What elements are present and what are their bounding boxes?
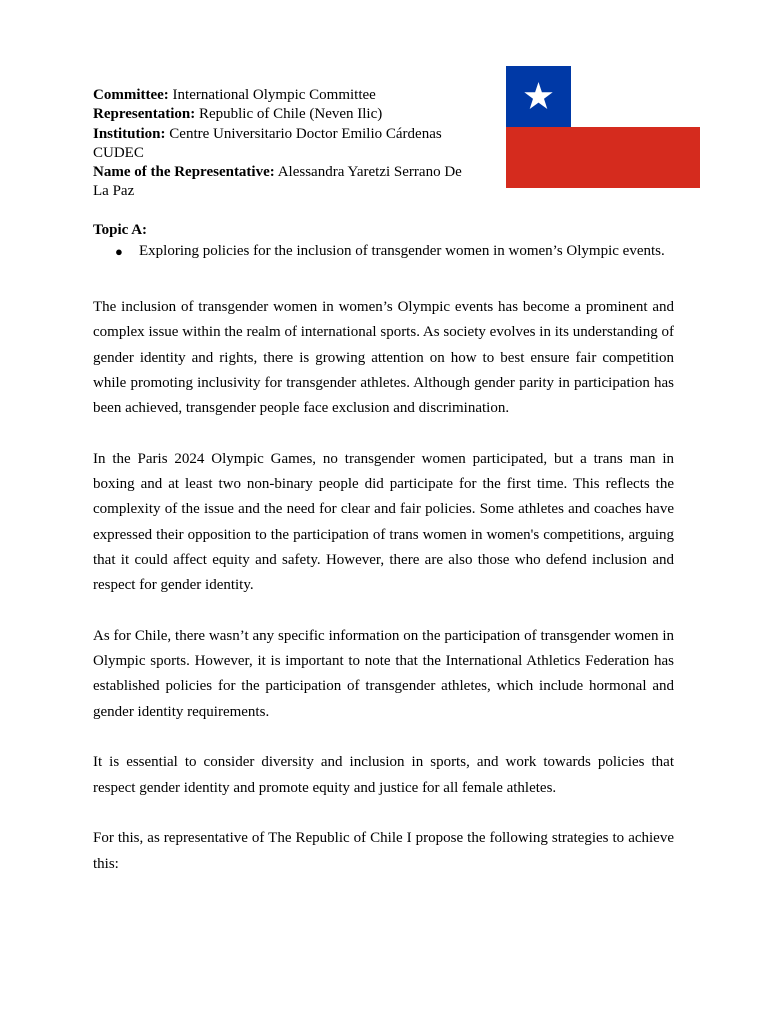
- representation-label: Representation:: [93, 106, 196, 123]
- representative-label: Name of the Representative:: [93, 164, 275, 181]
- paragraph: As for Chile, there wasn’t any specific information on the participation of transgender women in Olympic sports. However, it is important to note that the International Athletics Federation has established policies for the participation of transgender athletes, which include hormonal and gender identity requirements.: [93, 627, 674, 720]
- representative-value: Alessandra Yaretzi Serrano De La Paz: [93, 164, 462, 200]
- institution-label: Institution:: [93, 125, 166, 142]
- paragraph: The inclusion of transgender women in women’s Olympic events has become a prominent and complex issue within the realm of international sports. As society evolves in its understanding of gender identity and rights, there is growing attention on how to best ensure fair competition while promoting inclusivity for transgender athletes. Although gender parity in participation has been achieved, transgender people face exclusion and discrimination.: [93, 299, 674, 417]
- committee-line: [93, 86, 473, 105]
- representative-line: [93, 163, 473, 202]
- representation-line: [93, 105, 473, 124]
- topic-title: Topic A:: [93, 222, 148, 238]
- header-block: [93, 86, 473, 202]
- bullet-dot-icon: ●: [115, 244, 123, 259]
- committee-value: International Olympic Committee: [172, 87, 376, 103]
- paragraph: For this, as representative of The Republic of Chile I propose the following strategies to achieve this:: [93, 830, 674, 872]
- representation-value: Republic of Chile (Neven Ilic): [198, 106, 383, 123]
- chile-flag-image: [506, 66, 700, 188]
- body-text: [93, 295, 674, 902]
- paragraph: It is essential to consider diversity and inclusion in sports, and work towards policies that respect gender identity and promote equity and justice for all female athletes.: [93, 754, 674, 796]
- committee-label: Committee:: [93, 87, 169, 103]
- flag-red-stripe: [506, 127, 700, 188]
- topic-bullet-item: [93, 242, 673, 261]
- topic-bullet-text: Exploring policies for the inclusion of transgender women in women’s Olympic events.: [139, 243, 665, 259]
- institution-value: Centre Universitario Doctor Emilio Cárdenas CUDEC: [93, 125, 442, 161]
- institution-line: [93, 125, 473, 164]
- paragraph: In the Paris 2024 Olympic Games, no transgender women participated, but a trans man in boxing and at least two non-binary people did participate for the first time. This reflects the complexity of the issue and the need for clear and fair policies. Some athletes and coaches have expressed their opposition to the participation of trans women in women's competitions, arguing that it could affect equity and safety. However, there are also those who defend inclusion and respect for gender identity.: [93, 450, 674, 594]
- topic-section: [93, 221, 673, 261]
